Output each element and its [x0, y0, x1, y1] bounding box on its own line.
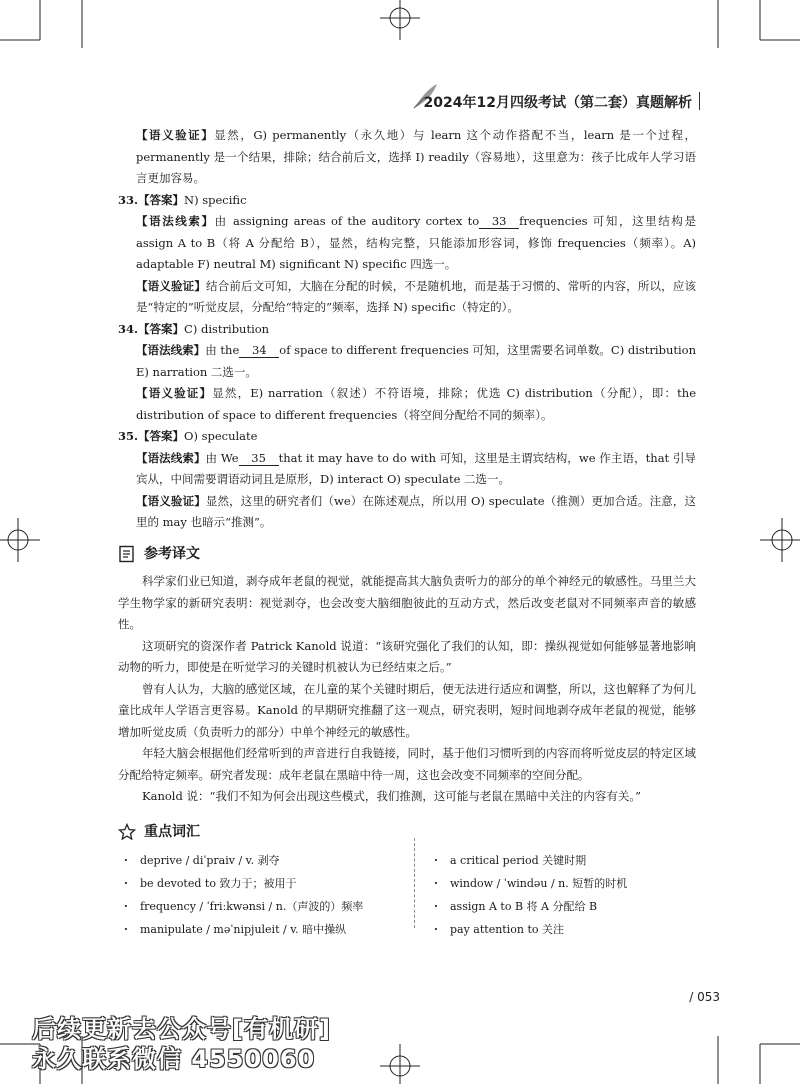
clue-tag: 【语法线索】 — [136, 214, 215, 228]
page-header — [410, 88, 700, 114]
translation-title: 参考译文 — [144, 545, 200, 562]
clue-text: 由 assigning areas of the auditory cortex to — [214, 214, 480, 228]
vocab-item: · window / ˈwindəu / n. 短暂的时机 — [428, 872, 708, 895]
vocab-heading — [118, 822, 696, 844]
vocab-item: · deprive / diˈpraiv / v. 剥夺 — [118, 849, 418, 872]
page-content — [118, 125, 696, 941]
grammar-clue — [118, 211, 696, 276]
vocab-list — [118, 849, 696, 941]
header-title: 2024年12月四级考试（第二套）真题解析 — [423, 95, 692, 111]
vocab-item: · a critical period 关键时期 — [428, 849, 708, 872]
question-number: 34. — [118, 321, 139, 336]
semantic-check — [118, 125, 696, 190]
answer-tag: 【答案】 — [138, 429, 185, 443]
page-number: / 053 — [689, 990, 720, 1004]
vocab-item: · pay attention to 关注 — [428, 918, 708, 941]
answer-text: N) specific — [184, 192, 247, 207]
clue-text: of space to different frequencies 可知，这里需要名词单数。C) distribution E) narration 二选一。 — [136, 343, 697, 379]
answer-text: C) distribution — [184, 321, 270, 336]
check-tag: 【语义验证】 — [136, 493, 206, 508]
translation-paragraph: 年轻大脑会根据他们经常听到的声音进行自我链接，同时，基于他们习惯听到的内容而将听觉皮层的特定区域分配给特定频率。研究者发现：成年老鼠在黑暗中待一周，这也会改变不同频率的空间分配。 — [118, 746, 696, 782]
header-divider — [699, 92, 701, 110]
vocab-item: · manipulate / məˈnipjuleit / v. 暗中操纵 — [118, 918, 418, 941]
semantic-check — [118, 491, 696, 534]
clue-tag: 【语法线索】 — [136, 450, 206, 465]
vocab-divider — [414, 838, 415, 928]
translation-paragraph: 曾有人认为，大脑的感觉区域，在儿童的某个关键时期后，便无法进行适应和调整，所以，这也解释了为何儿童比成年人学语言更容易。Kanold 的早期研究推翻了这一观点，研究表明，短时间地剥夺成年老鼠的视觉，能够增加听觉皮质（负责听力的部分）中单个神经元的敏感性。 — [118, 681, 696, 739]
translation-body — [118, 571, 696, 808]
semantic-check — [118, 383, 696, 426]
clue-text: 由 the — [205, 343, 240, 357]
vocab-right-column — [428, 849, 708, 941]
clue-text: 由 We — [205, 450, 239, 465]
watermark-line: 后续更新去公众号[有机研] — [32, 1015, 331, 1043]
question-number: 33. — [118, 192, 139, 207]
vocab-item: · frequency / ˈfriːkwənsi / n.（声波的）频率 — [118, 895, 418, 918]
check-tag: 【语义验证】 — [136, 386, 213, 400]
vocab-left-column — [118, 849, 418, 941]
semantic-check — [118, 276, 696, 319]
blank-number: 35 — [239, 451, 279, 466]
answer-text: O) speculate — [184, 429, 258, 443]
answer-line — [118, 319, 696, 341]
question-number: 35. — [118, 429, 139, 443]
check-tag: 【语义验证】 — [136, 278, 207, 293]
answer-line — [118, 426, 696, 448]
star-icon — [118, 823, 136, 841]
translation-paragraph: 这项研究的资深作者 Patrick Kanold 说道：“该研究强化了我们的认知，即：操纵视觉如何能够显著地影响动物的听力，即使是在听觉学习的关键时机被认为已经结束之后。” — [118, 638, 696, 674]
translation-paragraph: Kanold 说：“我们不知为何会出现这些模式，我们推测，这可能与老鼠在黑暗中关注的内容有关。” — [142, 789, 641, 803]
check-text: 显然，E) narration（叙述）不符语境，排除；优选 C) distribution（分配），即：the distribution of space to different frequencies（将空间分配给不同的频率）。 — [136, 386, 697, 422]
vocab-item: · be devoted to 致力于；被用于 — [118, 872, 418, 895]
check-text: 显然，这里的研究者们（we）在陈述观点，所以用 O) speculate（推测）更加合适。注意，这里的 may 也暗示“推测”。 — [136, 493, 697, 529]
check-text: 显然，G) permanently（永久地）与 learn 这个动作搭配不当，learn 是一个过程，permanently 是一个结果，排除；结合前后文，选择 I) readily（容易地），这里意为：孩子比成年人学习语言更加容易。 — [136, 128, 697, 185]
answer-tag: 【答案】 — [138, 192, 185, 207]
blank-number: 34 — [239, 343, 279, 358]
clue-text: that it may have to do with 可知，这里是主谓宾结构，we 作主语，that 引导宾从，中间需要谓语动词且是原形，D) interact O) speculate 二选一。 — [136, 450, 697, 486]
clue-text: frequencies 可知，这里结构是 assign A to B（将 A 分配给 B），显然，结构完整，只能添加形容词，修饰 frequencies（频率）。A) adaptable F) neutral M) significant N) specific 四选一。 — [136, 214, 696, 271]
blank-number: 33 — [479, 214, 519, 229]
grammar-clue — [118, 448, 696, 491]
check-text: 结合前后文可知，大脑在分配的时候，不是随机地，而是基于习惯的、常听的内容，所以，应该是“特定的”听觉皮层，分配给“特定的”频率，选择 N) specific（特定的）。 — [136, 278, 697, 314]
answer-tag: 【答案】 — [138, 321, 185, 336]
translation-heading — [118, 544, 696, 566]
check-tag: 【语义验证】 — [136, 128, 215, 142]
translation-paragraph: 科学家们业已知道，剥夺成年老鼠的视觉，就能提高其大脑负责听力的部分的单个神经元的敏感性。马里兰大学生物学家的新研究表明：视觉剥夺，也会改变大脑细胞彼此的互动方式，然后改变老鼠对不同频率声音的敏感性。 — [118, 574, 696, 631]
clue-tag: 【语法线索】 — [136, 343, 206, 357]
vocab-title: 重点词汇 — [144, 823, 200, 840]
vocab-item: · assign A to B 将 A 分配给 B — [428, 895, 708, 918]
watermark — [32, 1014, 331, 1074]
grammar-clue — [118, 340, 696, 383]
answer-line — [118, 190, 696, 212]
watermark-line: 永久联系微信 4550060 — [32, 1045, 316, 1073]
document-icon — [118, 545, 136, 563]
answer-analysis — [118, 125, 696, 534]
